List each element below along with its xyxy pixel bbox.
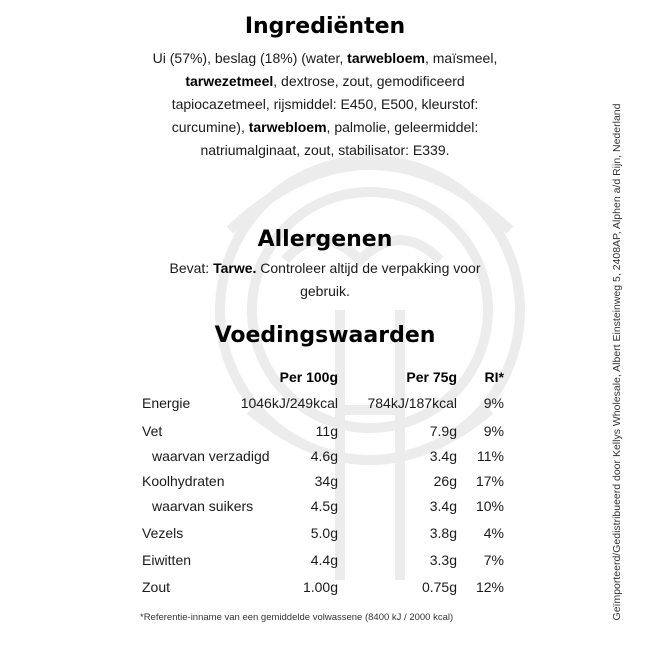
value-ri: 9% — [483, 395, 504, 411]
value-per-75g: 3.8g — [429, 525, 457, 541]
value-per-100g: 5.0g — [310, 525, 338, 541]
nutrition-title: Voedingswaarden — [214, 323, 436, 348]
value-ri: 11% — [477, 448, 504, 464]
ri-footnote: *Referentie-inname van een gemiddelde volwassene (8400 kJ / 2000 kcal) — [140, 612, 454, 623]
ingredient-text-segment: Ui (57%), beslag (18%) (water, — [152, 50, 348, 66]
nutrition-header-row — [140, 369, 510, 391]
nutrition-row — [140, 552, 510, 574]
value-per-100g: 4.6g — [310, 448, 338, 464]
value-per-75g: 784kJ/187kcal — [367, 395, 457, 411]
nutrient-name: Zout — [142, 579, 171, 595]
value-ri: 7% — [483, 552, 504, 568]
value-per-100g: 11g — [315, 423, 338, 439]
allergen-name: Tarwe. — [213, 260, 257, 276]
value-per-75g: 7.9g — [429, 423, 457, 439]
nutrition-row — [140, 423, 510, 445]
ingredient-text-segment: , dextrose, zout, gemodificeerd tapiocazetmeel, rijsmiddel: E450, E500, kleurstof: curcumine), — [171, 73, 479, 135]
value-ri: 10% — [475, 498, 504, 514]
nutrition-row — [140, 395, 510, 417]
allergens-suffix: Controleer altijd de verpakking voor gebruik. — [256, 260, 481, 299]
allergens-title: Allergenen — [257, 227, 393, 252]
value-ri: 9% — [483, 423, 504, 439]
ingredient-text-segment: , maïsmeel, — [424, 50, 498, 66]
value-per-100g: 1046kJ/249kcal — [240, 395, 338, 411]
ingredients-title: Ingrediënten — [244, 14, 406, 39]
value-per-100g: 34g — [314, 473, 338, 489]
value-per-100g: 4.4g — [310, 552, 338, 568]
value-ri: 12% — [475, 579, 504, 595]
nutrition-row — [140, 473, 510, 495]
value-ri: 17% — [475, 473, 504, 489]
nutrition-row — [140, 525, 510, 547]
header-ri: RI* — [484, 369, 504, 385]
header-per-75g: Per 75g — [406, 369, 457, 385]
nutrient-name: waarvan verzadigd — [152, 448, 270, 464]
value-ri: 4% — [483, 525, 504, 541]
value-per-100g: 1.00g — [302, 579, 338, 595]
nutrient-name: Eiwitten — [142, 552, 192, 568]
nutrient-name: Vet — [142, 423, 163, 439]
ingredients-text — [150, 47, 500, 162]
nutrient-name: Koolhydraten — [142, 473, 225, 489]
value-per-75g: 0.75g — [421, 579, 457, 595]
nutrition-row — [140, 448, 510, 470]
header-per-100g: Per 100g — [279, 369, 338, 385]
nutrient-name: Energie — [142, 395, 191, 411]
nutrition-row — [140, 579, 510, 601]
value-per-75g: 3.4g — [429, 498, 457, 514]
nutrient-name: waarvan suikers — [152, 498, 254, 514]
value-per-75g: 26g — [433, 473, 457, 489]
allergens-text — [150, 257, 500, 303]
ingredient-allergen: tarwebloem — [248, 119, 327, 135]
nutrient-name: Vezels — [142, 525, 184, 541]
nutrition-row — [140, 498, 510, 520]
value-per-75g: 3.3g — [429, 552, 457, 568]
value-per-75g: 3.4g — [429, 448, 457, 464]
ingredient-text-segment: , palmolie, geleermiddel: natriumalginaat, zout, stabilisator: E339. — [200, 119, 479, 158]
distributor-text: Geïmporteerd/Gedistribueerd door Kellys Wholesale, Albert Einsteinweg 5, 2408AP, Alphen a/d Rijn, Nederland — [611, 103, 623, 621]
ingredient-allergen: tarwezetmeel — [185, 73, 274, 89]
ingredient-allergen: tarwebloem — [347, 50, 425, 66]
allergens-prefix: Bevat: — [169, 260, 214, 276]
value-per-100g: 4.5g — [310, 498, 338, 514]
